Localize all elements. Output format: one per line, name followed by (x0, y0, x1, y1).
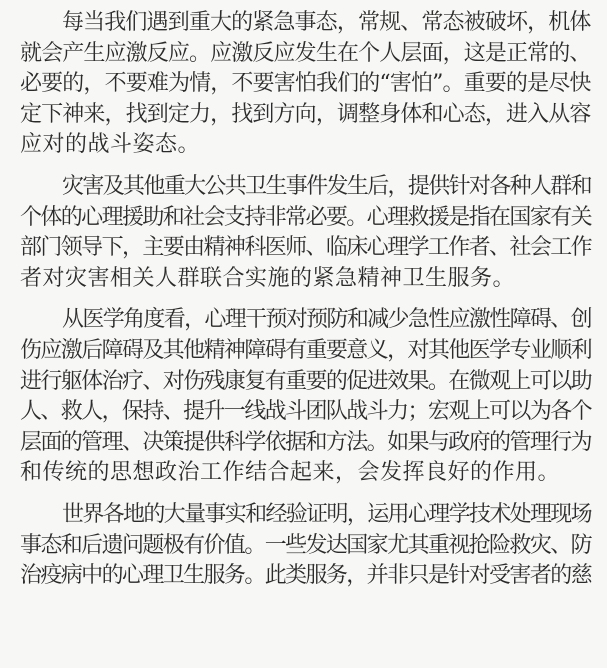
text-line: 治疫病中的心理卫生服务。此类服务，并非只是针对受害者的慈 (20, 563, 592, 589)
paragraph-global-experience (20, 500, 591, 592)
text-line: 定下神来，找到定力，找到方向，调整身体和心态，进入从容 (20, 101, 591, 127)
paragraph-medical-perspective (20, 305, 591, 489)
text-line: 人、救人，保持、提升一线战斗团队战斗力；宏观上可以为各个 (20, 399, 592, 425)
paragraph-psychological-aid (20, 172, 591, 294)
text-line: 和传统的思想政治工作结合起来，会发挥良好的作用。 (20, 460, 561, 486)
text-line: 伤应激后障碍及其他精神障碍有重要意义，对其他医学专业顺利 (20, 337, 592, 363)
text-line: 个体的心理援助和社会支持非常必要。心理救援是指在国家有关 (20, 204, 592, 230)
text-line: 部门领导下，主要由精神科医师、临床心理学工作者、社会工作 (20, 235, 592, 261)
text-line: 世界各地的大量事实和经验证明，运用心理学技术处理现场 (62, 501, 592, 527)
text-line: 事态和后遗问题极有价值。一些发达国家尤其重视抢险救灾、防 (20, 532, 592, 558)
text-line: 从医学角度看，心理干预对预防和减少急性应激性障碍、创 (62, 307, 592, 333)
text-line: 者对灾害相关人群联合实施的紧急精神卫生服务。 (20, 265, 516, 291)
text-line: 就会产生应激反应。应激反应发生在个人层面，这是正常的、 (20, 40, 591, 66)
text-line: 每当我们遇到重大的紧急事态，常规、常态被破坏，机体 (62, 10, 591, 35)
paragraph-stress-response (20, 8, 591, 161)
text-line: 灾害及其他重大公共卫生事件发生后，提供针对各种人群和 (62, 173, 592, 199)
text-line: 应对的战斗姿态。 (20, 132, 201, 158)
text-line: 必要的，不要难为情，不要害怕我们的“害怕”。重要的是尽快 (20, 71, 591, 97)
text-line: 层面的管理、决策提供科学依据和方法。如果与政府的管理行为 (20, 429, 592, 455)
text-line: 进行躯体治疗、对伤残康复有重要的促进效果。在微观上可以助 (20, 368, 592, 394)
